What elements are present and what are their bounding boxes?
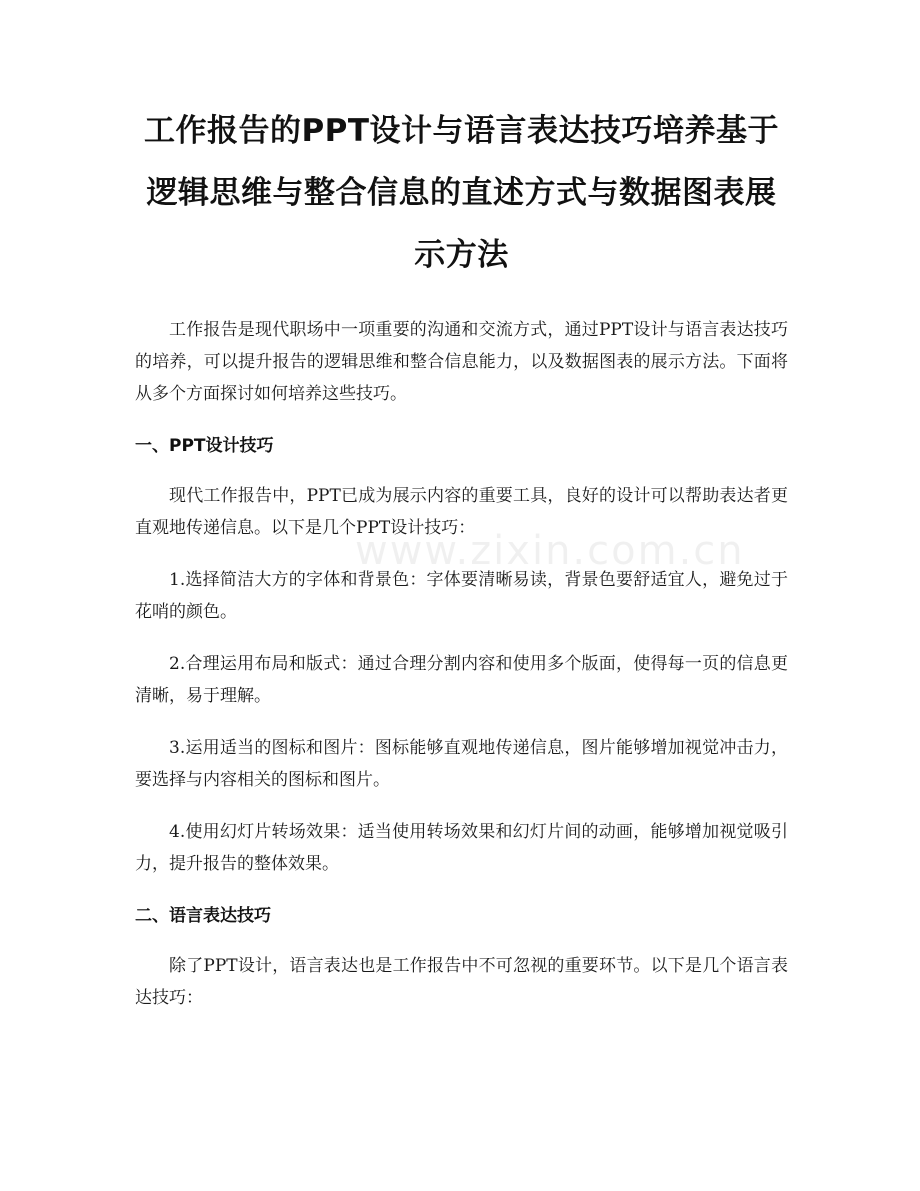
section-heading-ppt-design: 一、PPT设计技巧 — [135, 436, 274, 456]
section-heading-language-expression: 二、语言表达技巧 — [135, 906, 271, 926]
list-item: 3.运用适当的图标和图片：图标能够直观地传递信息，图片能够增加视觉冲击力，要选择与内容相关的图标和图片。 — [135, 738, 788, 790]
list-item: 2.合理运用布局和版式：通过合理分割内容和使用多个版面，使得每一页的信息更清晰，易于理解。 — [135, 654, 788, 706]
intro-paragraph: 工作报告是现代职场中一项重要的沟通和交流方式，通过PPT设计与语言表达技巧的培养，可以提升报告的逻辑思维和整合信息能力，以及数据图表的展示方法。下面将从多个方面探讨如何培养这些技巧。 — [135, 320, 788, 404]
section-intro-language-expression: 除了PPT设计，语言表达也是工作报告中不可忽视的重要环节。以下是几个语言表达技巧： — [135, 956, 788, 1008]
document-title: 工作报告的PPT设计与语言表达技巧培养基于逻辑思维与整合信息的直述方式与数据图表展示方法 — [143, 113, 780, 273]
list-item: 4.使用幻灯片转场效果：适当使用转场效果和幻灯片间的动画，能够增加视觉吸引力，提升报告的整体效果。 — [135, 822, 788, 874]
watermark-text: www.zixin.com.cn — [355, 528, 745, 574]
section-intro-ppt-design: 现代工作报告中，PPT已成为展示内容的重要工具，良好的设计可以帮助表达者更直观地传递信息。以下是几个PPT设计技巧： — [135, 486, 788, 538]
list-item: 1.选择简洁大方的字体和背景色：字体要清晰易读，背景色要舒适宜人，避免过于花哨的颜色。 — [135, 570, 788, 622]
